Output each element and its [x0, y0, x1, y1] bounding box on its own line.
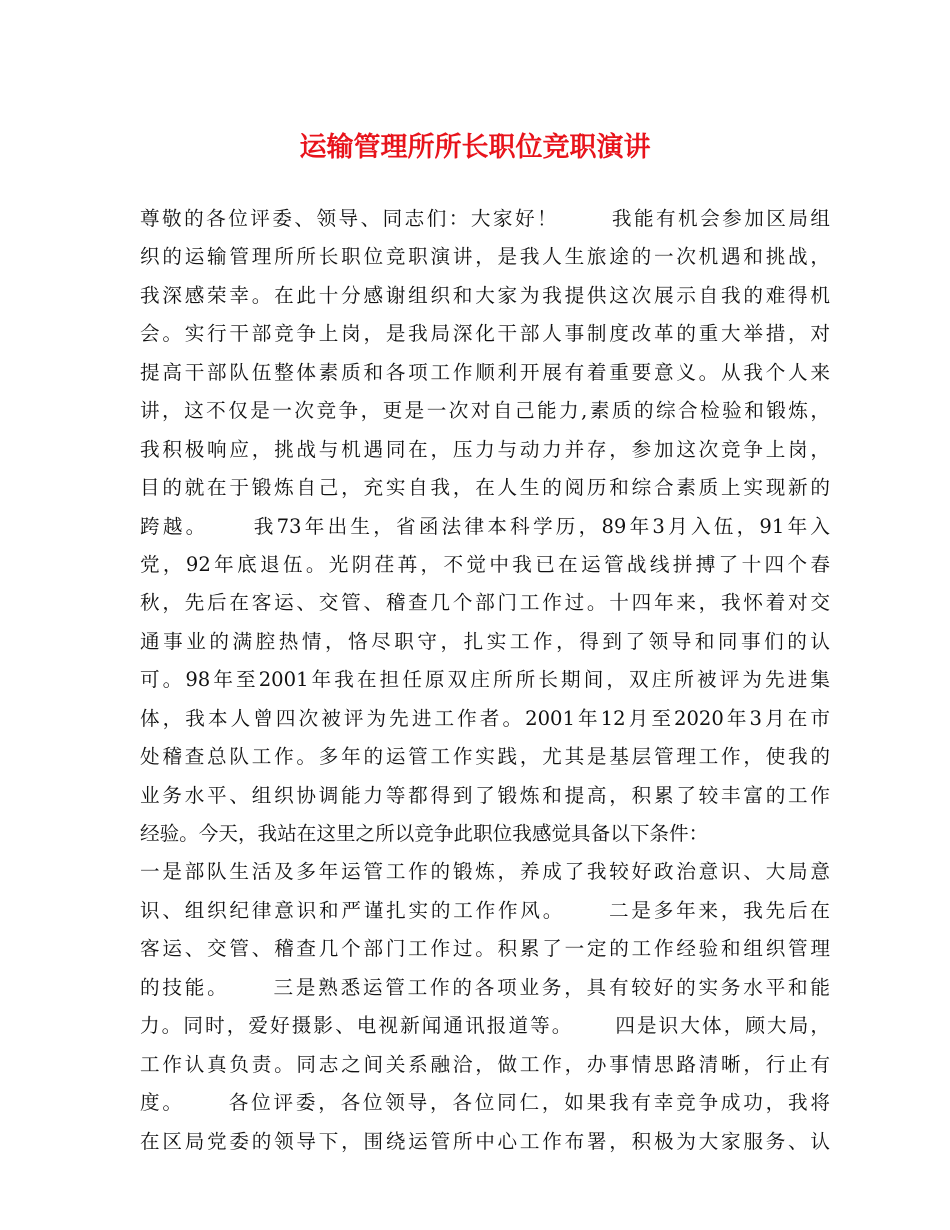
text-line: 一是部队生活及多年运管工作的锻炼，养成了我较好政治意识、大局意 — [140, 860, 830, 884]
text-line: 的技能。 三是熟悉运管工作的各项业务，具有较好的实务水平和能 — [140, 975, 830, 999]
text-line: 识、组织纪律意识和严谨扎实的工作作风。 二是多年来，我先后在 — [140, 898, 830, 922]
text-line: 提高干部队伍整体素质和各项工作顺利开展有着重要意义。从我个人来 — [140, 360, 830, 384]
text-line: 党，92年底退伍。光阴荏苒，不觉中我已在运管战线拼搏了十四个春 — [140, 552, 830, 576]
text-line: 处稽查总队工作。多年的运管工作实践，尤其是基层管理工作，使我的 — [140, 745, 830, 769]
text-line: 我积极响应，挑战与机遇同在，压力与动力并存，参加这次竞争上岗， — [140, 437, 830, 461]
text-line: 工作认真负责。同志之间关系融洽，做工作，办事情思路清晰，行止有 — [140, 1052, 830, 1076]
text-line: 织的运输管理所所长职位竞职演讲，是我人生旅途的一次机遇和挑战， — [140, 245, 830, 269]
text-line: 体，我本人曾四次被评为先进工作者。2001年12月至2020年3月在市 — [140, 706, 830, 730]
document-title: 运输管理所所长职位竞职演讲 — [299, 132, 651, 163]
text-line: 我深感荣幸。在此十分感谢组织和大家为我提供这次展示自我的难得机 — [140, 283, 830, 307]
text-line: 度。 各位评委，各位领导，各位同仁，如果我有幸竞争成功，我将 — [140, 1091, 830, 1115]
text-line: 可。98年至2001年我在担任原双庄所所长期间，双庄所被评为先进集 — [140, 668, 830, 692]
text-line: 尊敬的各位评委、领导、同志们：大家好！ 我能有机会参加区局组 — [140, 207, 830, 230]
text-line: 通事业的满腔热情，恪尽职守，扎实工作，得到了领导和同事们的认 — [140, 629, 830, 653]
text-line: 讲，这不仅是一次竞争，更是一次对自己能力,素质的综合检验和锻炼， — [140, 399, 830, 423]
text-line: 客运、交管、稽查几个部门工作过。积累了一定的工作经验和组织管理 — [140, 937, 830, 961]
text-line: 会。实行干部竞争上岗，是我局深化干部人事制度改革的重大举措，对 — [140, 322, 830, 346]
text-line: 力。同时，爱好摄影、电视新闻通讯报道等。 四是识大体，顾大局， — [140, 1014, 830, 1038]
text-line: 在区局党委的领导下，围绕运管所中心工作布署，积极为大家服务、认 — [140, 1129, 830, 1153]
text-line: 秋，先后在客运、交管、稽查几个部门工作过。十四年来，我怀着对交 — [140, 591, 830, 615]
text-line: 跨越。 我73年出生，省函法律本科学历，89年3月入伍，91年入 — [140, 514, 830, 538]
text-line: 业务水平、组织协调能力等都得到了锻炼和提高，积累了较丰富的工作 — [140, 783, 830, 807]
text-line: 目的就在于锻炼自己，充实自我，在人生的阅历和综合素质上实现新的 — [140, 476, 830, 500]
speech-body — [140, 200, 830, 1161]
text-line: 经验。今天，我站在这里之所以竞争此职位我感觉具备以下条件： — [140, 822, 709, 845]
